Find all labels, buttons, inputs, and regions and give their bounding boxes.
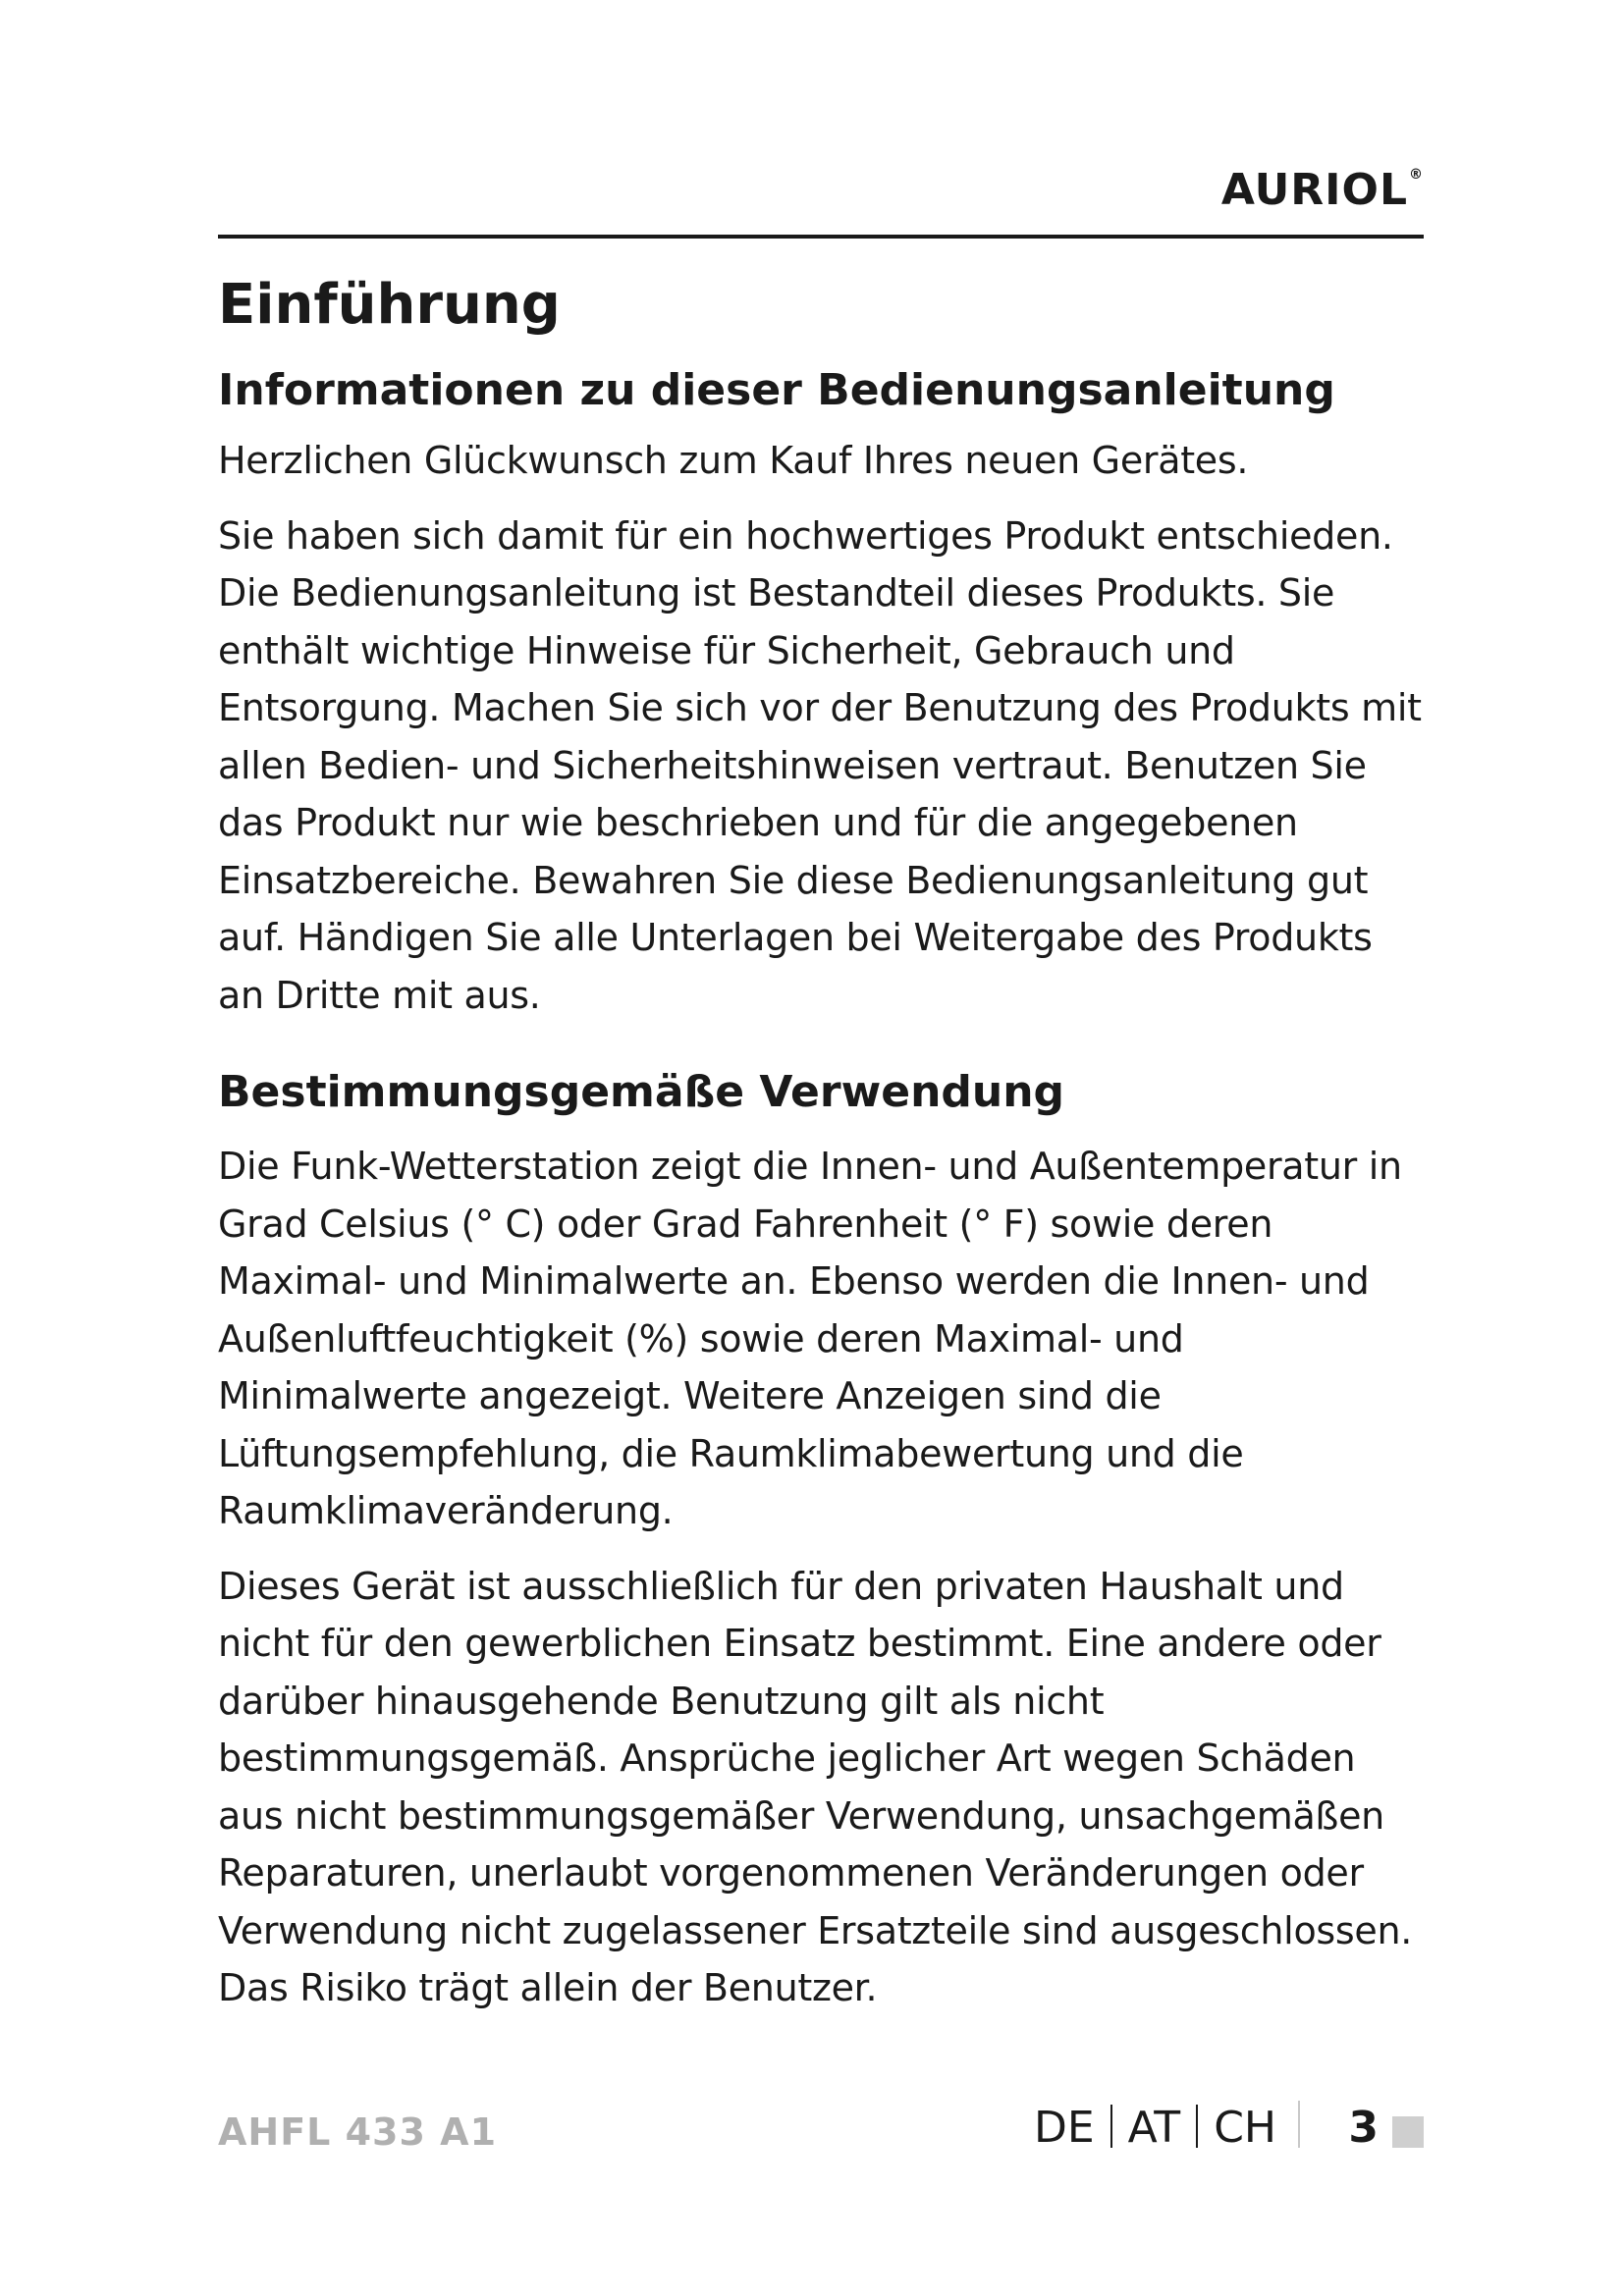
paragraph-liability: Dieses Gerät ist ausschließlich für den privaten Haushalt und nicht für den gewerblichen Einsatz bestimmt. Eine andere oder darüber hinausgehende Benutzung gilt als nicht bestimmungsgemäß. Ansprüche jeglicher Art wegen Schäden aus nicht bestimmungsgemäßer Verwendung, unsachgemäßen Reparaturen, unerlaubt vorgenommenen Veränderungen oder Verwendung nicht zugelassener Ersatzteile sind ausgeschlossen. Das Risiko trägt allein der Benutzer. xyxy=(218,1564,1413,2009)
model-number: AHFL 433 A1 xyxy=(218,2110,498,2154)
country-code-de: DE xyxy=(1033,2103,1095,2153)
country-separator xyxy=(1110,2105,1112,2148)
paragraph-device-description: Die Funk-Wetterstation zeigt die Innen- und Außentemperatur in Grad Celsius (° C) oder Grad Fahrenheit (° F) sowie deren Maximal- und Minimalwerte an. Ebenso werden die Innen- und Außenluftfeuchtigkeit (%) sowie deren Maximal- und Minimalwerte angezeigt. Weitere Anzeigen sind die Lüftungsempfehlung, die Raumklimabewertung und die Raumklimaveränderung. xyxy=(218,1145,1402,1532)
page-marker-square xyxy=(1392,2116,1424,2148)
section-heading-manual-info: Informationen zu dieser Bedienungsanleitung xyxy=(218,365,1335,415)
manual-page xyxy=(218,0,1424,2296)
page-content xyxy=(218,257,1424,2017)
country-codes xyxy=(1034,2103,1276,2153)
brand-logo xyxy=(1221,165,1424,215)
registered-mark: ® xyxy=(1409,167,1424,183)
page-number: 3 xyxy=(1348,2103,1379,2153)
country-code-at: AT xyxy=(1127,2103,1181,2153)
paragraph-manual-info: Sie haben sich damit für ein hochwertiges Produkt entschieden. Die Bedienungsanleitung ist Bestandteil dieses Produkts. Sie enthält wichtige Hinweise für Sicherheit, Gebrauch und Entsorgung. Machen Sie sich vor der Benutzung des Produkts mit allen Bedien- und Sicherheitshinweisen vertraut. Benutzen Sie das Produkt nur wie beschrieben und für die angegebenen Einsatzbereiche. Bewahren Sie diese Bedienungsanleitung gut auf. Händigen Sie alle Unterlagen bei Weitergabe des Produkts an Dritte mit aus. xyxy=(218,513,1422,1017)
paragraph-congratulations: Herzlichen Glückwunsch zum Kauf Ihres neuen Gerätes. xyxy=(218,439,1249,482)
brand-name: AURIOL xyxy=(1220,165,1408,215)
page-title: Einführung xyxy=(218,273,561,337)
page-footer xyxy=(218,2099,1424,2162)
country-code-ch: CH xyxy=(1214,2103,1276,2153)
section-heading-intended-use: Bestimmungsgemäße Verwendung xyxy=(218,1067,1065,1117)
header-rule xyxy=(218,235,1424,239)
country-separator xyxy=(1196,2105,1198,2148)
page-number-separator xyxy=(1298,2101,1300,2148)
